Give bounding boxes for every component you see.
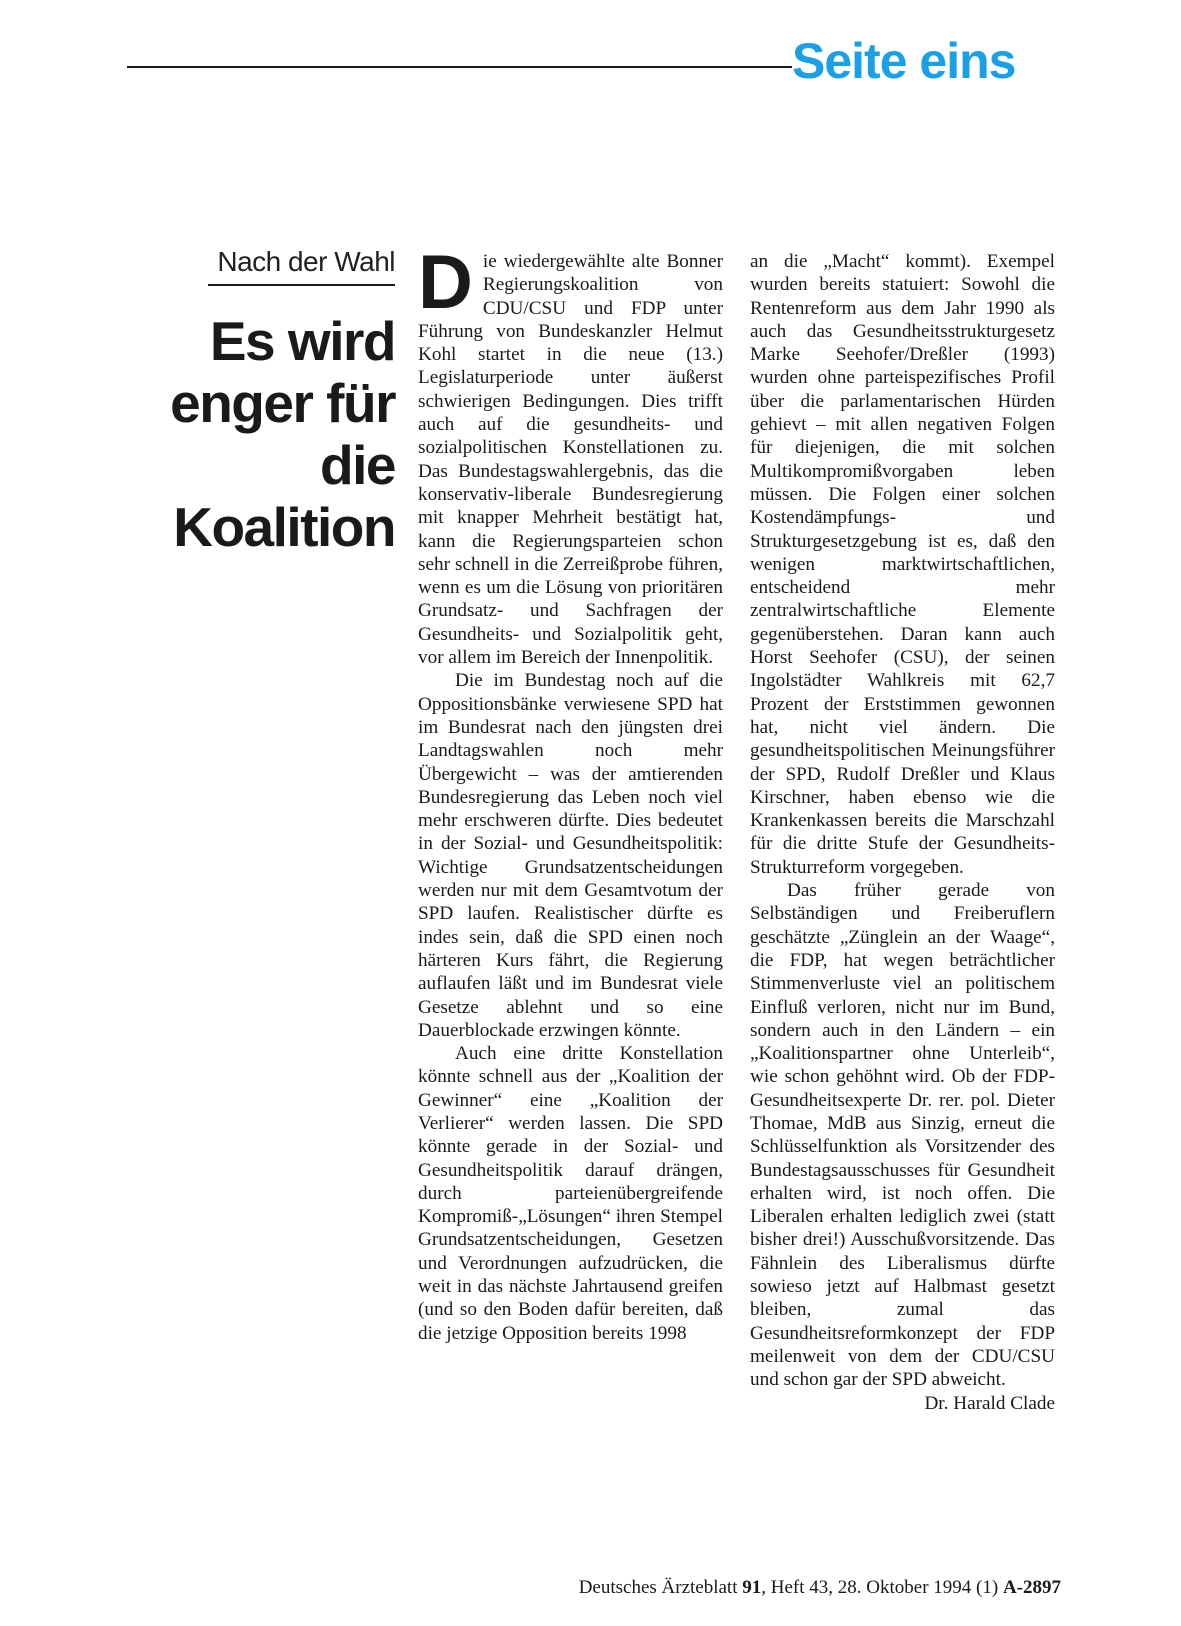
page-footer — [579, 1578, 1061, 1597]
journal-name: Deutsches Ärzteblatt — [578, 1577, 738, 1598]
volume-number: 91 — [742, 1577, 762, 1598]
drop-cap: D — [418, 240, 473, 325]
paragraph — [418, 240, 723, 669]
paragraph: Das früher gerade von Selbständigen und Freiberuflern geschätzte „Zünglein an der Waage“, die FDP, hat wegen beträchtlicher Stimmenverluste viel an politischem Einfluß verloren, nicht nur im Bund, sondern auch in den Ländern – ein „Koalitionspartner ohne Unterleib“, wie schon gehöhnt wird. Ob der FDP-Gesundheitsexperte Dr. rer. pol. Dieter Thomae, MdB aus Sinzig, erneut die Schlüsselfunktion als Vorsitzender des Bundestagsausschusses für Gesundheit erhalten wird, ist noch offen. Die Liberalen erhalten lediglich zwei (statt bisher drei!) Ausschußvorsitzende. Das Fähnlein des Liberalismus dürfte sowieso jetzt auf Halbmast gesetzt bleiben, zumal das Gesundheitsreformkonzept der FDP meilenweit von dem der CDU/CSU und schon gar der SPD abweicht. — [750, 880, 1055, 1391]
article-column-2 — [750, 250, 1055, 1415]
author-signature: Dr. Harald Clade — [924, 1392, 1055, 1414]
paragraph-text: ie wiedergewählte alte Bonner Regierungskoalition von CDU/CSU und FDP unter Führung von Bundeskanzler Helmut Kohl startet in die neue (13.) Legislaturperiode unter äußerst schwierigen Bedingungen. Dies trifft auch auf die gesundheits- und sozialpolitischen Konstellationen zu. Das Bundestagswahlergebnis, das die konservativ-liberale Bundesregierung mit knapper Mehrheit bestätigt hat, kann die Regierungsparteien schon sehr schnell in die Zerreißprobe führen, wenn es um die Lösung von prioritären Grundsatz- und Sachfragen der Gesundheits- und Sozialpolitik geht, vor allem im Bereich der Innenpolitik. — [418, 251, 723, 669]
issue-info: , Heft 43, 28. Oktober 1994 (1) — [761, 1577, 999, 1598]
paragraph: Auch eine dritte Konstellation könnte schnell aus der „Koalition der Gewinner“ eine „Koalition der Verlierer“ werden lassen. Die SPD könnte gerade in der Sozial- und Gesundheitspolitik darauf drängen, durch parteienübergreifende Kompromiß-„Lösungen“ ihren Stempel Grundsatzentscheidungen, Gesetzen und Verordnungen aufzudrücken, die weit in das nächste Jahrtausend greifen (und so den Boden dafür bereiten, daß die jetzige Opposition bereits 1998 — [418, 1043, 723, 1344]
kicker-rule — [208, 284, 395, 286]
article-kicker: Nach der Wahl — [217, 246, 395, 277]
paragraph: an die „Macht“ kommt). Exempel wurden bereits statuiert: Sowohl die Rentenreform aus dem Jahr 1990 als auch das Gesundheitsstrukturgesetz Marke Seehofer/Dreßler (1993) wurden ohne parteispezifisches Profil über die parlamentarischen Hürden gehievt – mit allen negativen Folgen für diejenigen, die mit solchen Multikompromißvorgaben leben müssen. Die Folgen einer solchen Kostendämpfungs- und Strukturgesetzgebung ist es, daß den wenigen marktwirtschaftlichen, entscheidend mehr zentralwirtschaftliche Elemente gegenüberstehen. Daran kann auch Horst Seehofer (CSU), der seinen Ingolstädter Wahlkreis mit 62,7 Prozent der Erststimmen gewonnen hat, nicht viel ändern. Die gesundheitspolitischen Meinungsführer der SPD, Rudolf Dreßler und Klaus Kirschner, haben ebenso wie die Krankenkassen bereits die Marschzahl für die dritte Stufe der Gesundheits-Strukturreform vorgegeben. — [750, 251, 1055, 878]
article-column-1 — [418, 240, 723, 1345]
article-headline: Es wird enger für die Koalition — [170, 310, 395, 558]
paragraph: Die im Bundestag noch auf die Oppositionsbänke verwiesene SPD hat im Bundesrat nach den jüngsten drei Landtagswahlen noch mehr Übergewicht – was der amtierenden Bundesregierung das Leben noch viel mehr erschweren dürfte. Dies bedeutet in der Sozial- und Gesundheitspolitik: Wichtige Grundsatzentscheidungen werden nur mit dem Gesamtvotum der SPD laufen. Realistischer dürfte es indes sein, daß die SPD einen noch härteren Kurs fährt, die Regierung auflaufen läßt und im Bundesrat viele Gesetze ablehnt und so eine Dauerblockade erzwingen könnte. — [418, 670, 723, 1041]
header-rule — [127, 66, 792, 68]
section-title: Seite eins — [792, 33, 1016, 89]
page-number: A-2897 — [1002, 1577, 1061, 1598]
